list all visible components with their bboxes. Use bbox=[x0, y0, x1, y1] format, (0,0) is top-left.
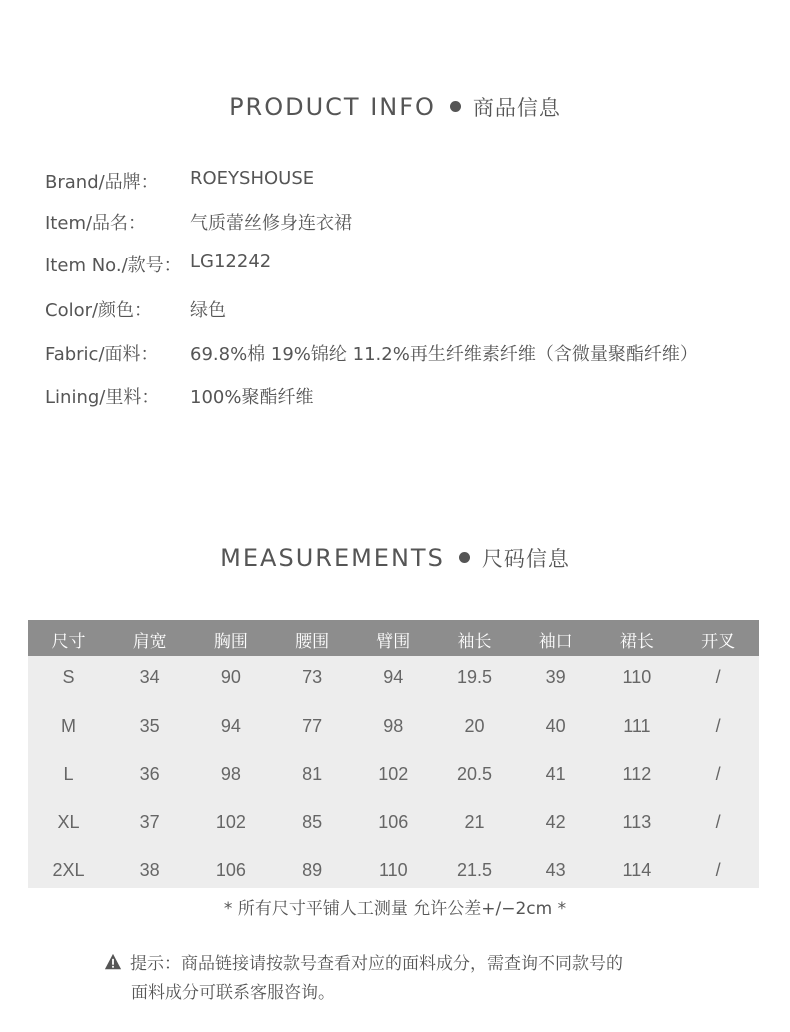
info-label: Item No./款号： bbox=[45, 255, 182, 276]
table-cell: 106 bbox=[215, 860, 246, 880]
table-cell: 98 bbox=[383, 716, 404, 736]
product-info-title-zh: 商品信息 bbox=[472, 96, 561, 120]
measurements-title bbox=[0, 543, 790, 573]
table-cell: 102 bbox=[378, 764, 409, 784]
info-value: LG12242 bbox=[190, 251, 272, 272]
table-cell: 114 bbox=[622, 860, 652, 880]
table-cell: 94 bbox=[383, 667, 404, 687]
info-label: Brand/品牌： bbox=[45, 172, 159, 193]
info-value: 69.8%棉 19%锦纶 11.2%再生纤维素纤维（含微量聚酯纤维） bbox=[190, 344, 698, 365]
table-cell: 20 bbox=[464, 716, 485, 736]
tip-text-1: 提示：商品链接请按款号查看对应的面料成分，需查询不同款号的 bbox=[130, 954, 623, 974]
info-label: Lining/里料： bbox=[45, 387, 160, 408]
info-label: Item/品名： bbox=[45, 213, 147, 234]
table-header-cell: 腰围 bbox=[295, 632, 330, 652]
table-header-cell: 袖口 bbox=[538, 632, 573, 652]
info-label: Color/颜色： bbox=[45, 300, 153, 321]
info-value: 100%聚酯纤维 bbox=[190, 387, 314, 408]
table-cell: 89 bbox=[302, 860, 323, 880]
table-cell: 81 bbox=[302, 764, 323, 784]
table-cell: 73 bbox=[302, 667, 323, 687]
table-cell: 85 bbox=[302, 812, 323, 832]
table-cell: 112 bbox=[622, 764, 652, 784]
table-cell: 39 bbox=[545, 667, 566, 687]
table-header-cell: 尺寸 bbox=[51, 632, 86, 652]
table-cell: XL bbox=[57, 812, 80, 832]
table-header-cell: 臂围 bbox=[376, 632, 411, 652]
table-cell: / bbox=[715, 667, 721, 687]
table-cell: 110 bbox=[622, 667, 652, 687]
table-header-cell: 袖长 bbox=[457, 632, 492, 652]
table-cell: 98 bbox=[220, 764, 241, 784]
size-table bbox=[28, 620, 759, 888]
table-cell: 19.5 bbox=[456, 667, 493, 687]
table-cell: / bbox=[715, 812, 721, 832]
bullet-dot-icon bbox=[450, 101, 461, 112]
table-header-cell: 裙长 bbox=[619, 632, 654, 652]
table-cell: 43 bbox=[545, 860, 566, 880]
table-cell: 34 bbox=[139, 667, 160, 687]
table-cell: 77 bbox=[302, 716, 323, 736]
table-cell: 94 bbox=[220, 716, 241, 736]
tip-text-2: 面料成分可联系客服咨询。 bbox=[131, 983, 335, 1003]
table-header-cell: 胸围 bbox=[213, 632, 248, 652]
table-cell: / bbox=[715, 716, 721, 736]
warning-icon bbox=[104, 953, 122, 971]
table-cell: 37 bbox=[139, 812, 160, 832]
table-cell: 36 bbox=[139, 764, 160, 784]
measurements-title-zh: 尺码信息 bbox=[481, 547, 570, 571]
table-cell: 110 bbox=[378, 860, 408, 880]
table-cell: / bbox=[715, 764, 721, 784]
tip-block bbox=[104, 950, 724, 1008]
table-cell: 20.5 bbox=[456, 764, 493, 784]
size-table-header bbox=[28, 620, 759, 656]
tip-line-1 bbox=[104, 950, 724, 979]
table-cell: 41 bbox=[545, 764, 566, 784]
table-cell: 21.5 bbox=[456, 860, 493, 880]
table-cell: S bbox=[62, 667, 75, 687]
table-cell: 21 bbox=[464, 812, 485, 832]
table-cell: 2XL bbox=[52, 860, 85, 880]
product-info-title bbox=[0, 92, 790, 122]
table-cell: M bbox=[61, 716, 76, 736]
table-cell: 111 bbox=[623, 716, 651, 736]
table-cell: 106 bbox=[378, 812, 409, 832]
info-label: Fabric/面料： bbox=[45, 344, 159, 365]
table-cell: 38 bbox=[139, 860, 160, 880]
table-cell: 42 bbox=[545, 812, 566, 832]
table-cell: L bbox=[63, 764, 74, 784]
table-cell: / bbox=[715, 860, 721, 880]
table-cell: 35 bbox=[139, 716, 160, 736]
measurements-title-en: MEASUREMENTS bbox=[220, 544, 445, 572]
table-cell: 113 bbox=[622, 812, 652, 832]
table-cell: 90 bbox=[220, 667, 241, 687]
product-info-title-en: PRODUCT INFO bbox=[229, 93, 436, 121]
table-header-cell: 肩宽 bbox=[132, 632, 167, 652]
table-header-cell: 开叉 bbox=[701, 632, 736, 652]
bullet-dot-icon bbox=[459, 552, 470, 563]
table-cell: 40 bbox=[545, 716, 566, 736]
table-cell: 102 bbox=[215, 812, 246, 832]
measurement-note: * 所有尺寸平铺人工测量 允许公差+/−2cm * bbox=[223, 899, 567, 919]
info-value: 气质蕾丝修身连衣裙 bbox=[190, 213, 352, 234]
info-value: 绿色 bbox=[190, 300, 226, 321]
info-value: ROEYSHOUSE bbox=[190, 168, 315, 189]
